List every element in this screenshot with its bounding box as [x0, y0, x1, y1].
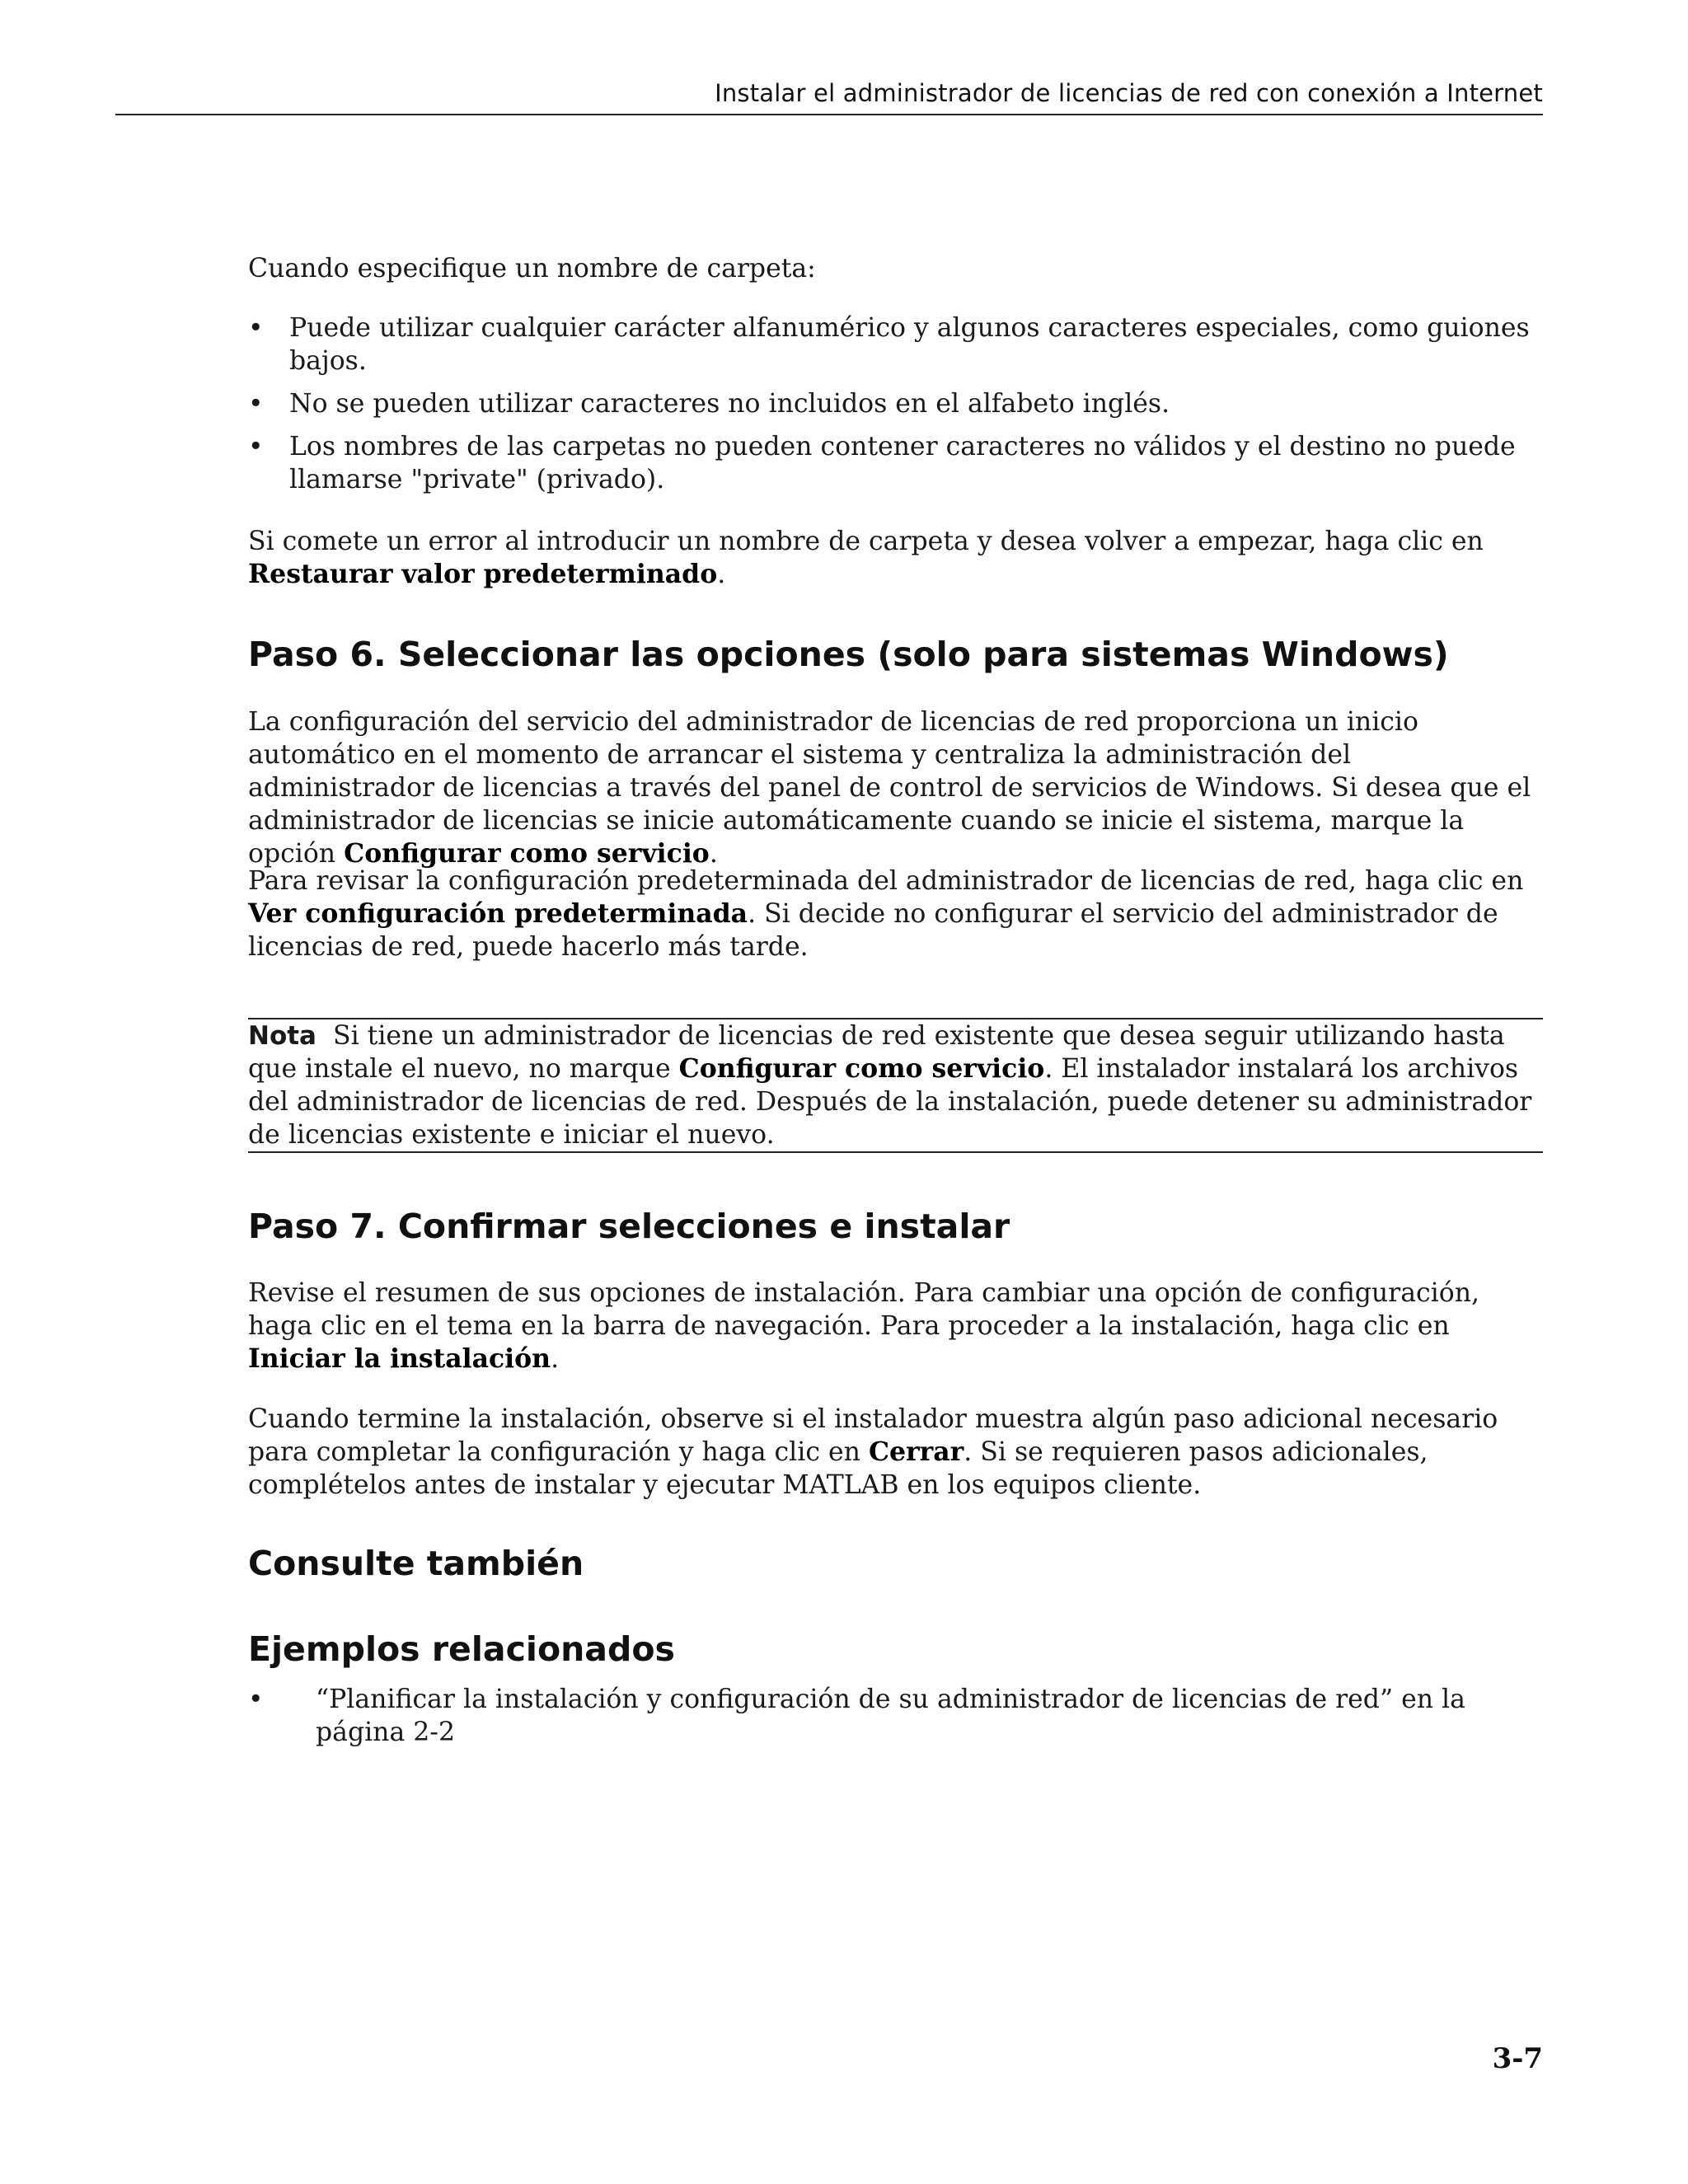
step6-p2-text: Para revisar la configuración predeterminada del administrador de licencias de red, haga clic en — [248, 866, 1524, 896]
step6-paragraph-1 — [248, 705, 1543, 870]
header-rule — [115, 114, 1543, 115]
step6-p2-wrap — [248, 865, 1543, 963]
configure-as-service-reference: Configurar como servicio — [344, 838, 710, 869]
restore-text-end: . — [717, 560, 726, 589]
list-item-text: No se pueden utilizar caracteres no incluidos en el alfabeto inglés. — [289, 389, 1170, 419]
list-item — [248, 312, 1543, 377]
note-text-end: . El instalador instalará los archivos del administrador de licencias de red. Después de la instalación, puede detener su administrador de licencias existente e iniciar el nuevo. — [248, 1054, 1532, 1150]
see-also-heading-wrap — [248, 1542, 1543, 1585]
bullet-icon: • — [248, 1685, 264, 1714]
step7-heading-wrap — [248, 1205, 1543, 1248]
note-text-start: Si tiene un administrador de licencias de red existente que desea seguir utilizando hasta que instale el nuevo, no marque — [248, 1021, 1505, 1084]
list-item-text: Puede utilizar cualquier carácter alfanumérico y algunos caracteres especiales, como guiones bajos. — [289, 313, 1530, 376]
list-item — [248, 430, 1543, 496]
step6-p2-end: . Si decide no configurar el servicio del administrador de licencias de red, puede hacerlo más tarde. — [248, 899, 1498, 962]
view-default-config-reference: Ver configuración predeterminada — [248, 898, 748, 929]
close-reference: Cerrar — [868, 1436, 964, 1467]
step6-p1-wrap — [248, 705, 1543, 870]
step6-p1-end: . — [709, 839, 718, 869]
step7-heading: Paso 7. Confirmar selecciones e instalar — [248, 1207, 1010, 1246]
step6-p1-text: La configuración del servicio del administrador de licencias de red proporciona un inicio automático en el momento de arrancar el sistema y centraliza la administración del administrador de licencias a través del panel de control de servicios de Windows. Si desea que el administrador de licencias se inicie automáticamente cuando se inicie el sistema, marque la opción — [248, 707, 1531, 869]
step7-p2-wrap — [248, 1403, 1543, 1502]
step6-heading-wrap — [248, 633, 1543, 676]
list-item — [248, 387, 1543, 420]
page-number: 3-7 — [1492, 2042, 1543, 2075]
step7-p1-wrap — [248, 1277, 1543, 1376]
note-configure-service-reference: Configurar como servicio — [678, 1053, 1045, 1084]
step6-paragraph-2 — [248, 865, 1543, 963]
related-heading-wrap — [248, 1628, 1543, 1671]
step7-p1-end: . — [551, 1344, 560, 1374]
bullet-icon: • — [248, 432, 264, 462]
step7-paragraph-1 — [248, 1277, 1543, 1376]
note-box — [248, 1018, 1543, 1153]
note-text — [248, 1019, 1543, 1151]
step7-p2-end: . Si se requieren pasos adicionales, complételos antes de instalar y ejecutar MATLAB en los equipos cliente. — [248, 1437, 1428, 1500]
related-list-wrap — [248, 1683, 1543, 1759]
restore-paragraph — [248, 525, 1543, 591]
note-label: Nota — [248, 1021, 316, 1051]
intro-lead: Cuando especifique un nombre de carpeta: — [248, 254, 816, 284]
restore-paragraph-wrap — [248, 525, 1543, 591]
step7-p2-text: Cuando termine la instalación, observe si el instalador muestra algún paso adicional necesario para completar la configuración y haga clic en — [248, 1404, 1498, 1467]
step6-heading: Paso 6. Seleccionar las opciones (solo para sistemas Windows) — [248, 635, 1449, 674]
restore-text: Si comete un error al introducir un nombre de carpeta y desea volver a empezar, haga clic en — [248, 527, 1484, 556]
start-install-reference: Iniciar la instalación — [248, 1343, 551, 1374]
bullet-icon: • — [248, 389, 264, 419]
list-item — [248, 1683, 1543, 1749]
folder-rules-list-wrap — [248, 312, 1543, 506]
related-examples-list — [248, 1683, 1543, 1749]
folder-rules-list — [248, 312, 1543, 496]
list-item-text: Los nombres de las carpetas no pueden contener caracteres no válidos y el destino no puede llamarse "private" (privado). — [289, 432, 1516, 494]
running-header: Instalar el administrador de licencias de red con conexión a Internet — [715, 79, 1543, 107]
step7-paragraph-2 — [248, 1403, 1543, 1502]
related-examples-heading: Ejemplos relacionados — [248, 1629, 675, 1669]
step7-p1-text: Revise el resumen de sus opciones de instalación. Para cambiar una opción de configuración, haga clic en el tema en la barra de navegación. Para proceder a la instalación, haga clic en — [248, 1278, 1480, 1341]
bullet-icon: • — [248, 313, 264, 343]
restore-default-reference: Restaurar valor predeterminado — [248, 559, 718, 589]
intro-section — [248, 252, 1543, 285]
related-example-link[interactable]: “Planificar la instalación y configuración de su administrador de licencias de red” en la página 2-2 — [316, 1685, 1465, 1747]
see-also-heading: Consulte también — [248, 1544, 584, 1583]
